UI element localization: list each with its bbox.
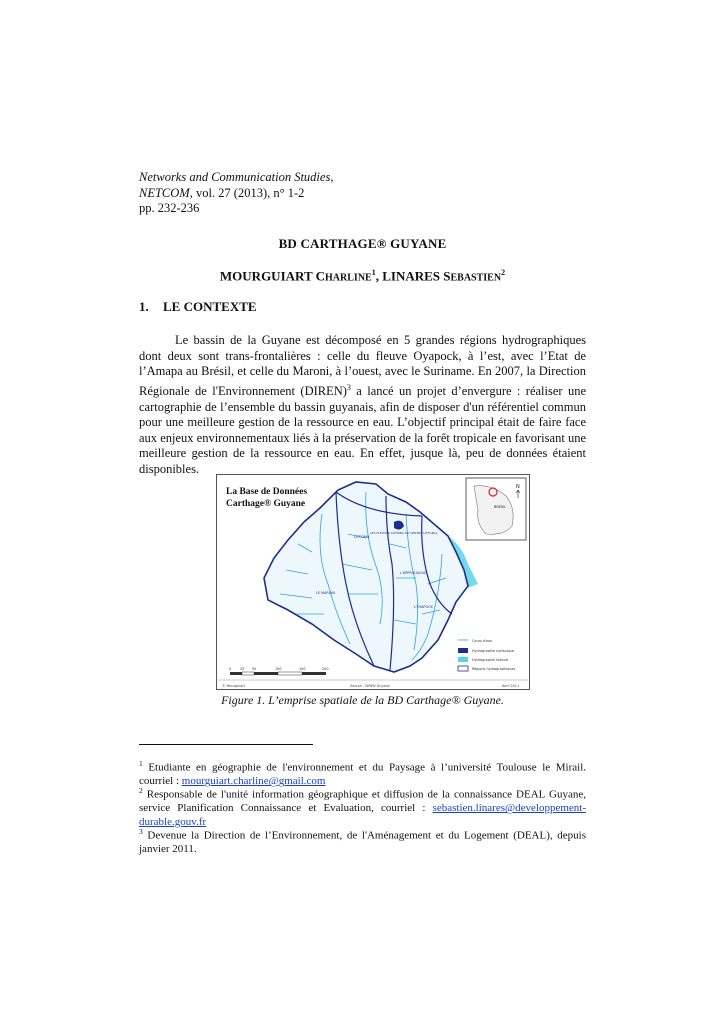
- footnote-1-email-link[interactable]: mourguiart.charline@gmail.com: [181, 775, 326, 788]
- scale-tick-150: 150: [299, 667, 306, 671]
- scale-tick-0: 0: [229, 667, 232, 671]
- map-footer-center: Source : DIREN Guyane: [350, 684, 390, 688]
- author2-first-rest: EBASTIEN: [450, 272, 502, 284]
- section-title: LE CONTEXTE: [163, 299, 257, 314]
- author2-last: LINARES: [382, 268, 444, 284]
- inset-label-bresil: BRÉSIL: [494, 505, 507, 509]
- scale-seg-2: [242, 672, 254, 675]
- paragraph-part2: a lancé un projet d’envergure : réaliser une cartographie de l’ensemble du bassin guyanais, afin de disposer d'un référentiel commun pour une meilleure gestion de la ressource en eau. L’objectif principal était de faire face aux enjeux environnementaux liés à la préservation de la forêt tropicale en favorisant une meilleure gestion de la ressource en eau. En effet, jusque là, peu de données étaient disponibles.: [139, 383, 586, 476]
- footnote-1-text: Etudiante en géographie de l'environnement et du Paysage à l’université Toulouse le Mirail. courriel :: [139, 761, 586, 788]
- region-label-centre: LES FLEUVES CÔTIERS DU CENTRE LITTORAL: [370, 531, 438, 535]
- journal-volume-line: [139, 186, 333, 202]
- map-footer-right: Avril 2011: [502, 684, 520, 688]
- author-separator: ,: [375, 268, 383, 284]
- scale-seg-3: [254, 672, 278, 675]
- scale-seg-1: [230, 672, 242, 675]
- author1-first-initial: C: [315, 268, 326, 284]
- map-title-line1: La Base de Données: [226, 487, 308, 497]
- author1-note: 1: [371, 268, 376, 277]
- authors-line: [0, 268, 725, 284]
- footnote-3: [139, 825, 586, 857]
- paragraph-part1: Le bassin de la Guyane est décomposé en 5 grandes régions hydrographiques dont deux sont trans-frontalières : celle du fleuve Oyapock, à l’est, avec l’Etat de l’Amapa au Brésil, et celle du Maroni, à l’ouest, avec le Suriname. En 2007, la Direction Régionale de l'Environnement (DIREN): [139, 333, 586, 398]
- scale-tick-200: 200: [322, 667, 329, 671]
- section-number: 1.: [139, 299, 149, 314]
- scale-tick-25: 25: [240, 667, 245, 671]
- journal-name: Networks and Communication Studies,: [139, 170, 334, 184]
- body-paragraph: [139, 333, 586, 478]
- figure-caption: Figure 1. L’emprise spatiale de la BD Carthage® Guyane.: [221, 693, 504, 707]
- footnote-2: [139, 784, 586, 829]
- footnote-3-mark: 3: [139, 827, 143, 836]
- author1-last: MOURGUIART: [219, 268, 316, 284]
- legend-label-regions: Régions hydrographiques: [472, 667, 516, 671]
- volume-info: , vol. 27 (2013), n° 1-2: [189, 185, 305, 200]
- legend-label-texture: Hydrographie texture: [472, 658, 509, 662]
- inset-map: [466, 478, 526, 540]
- legend-swatch-surface: [458, 648, 468, 653]
- journal-abbr: NETCOM: [139, 185, 190, 200]
- figure-map: [216, 474, 530, 690]
- journal-header: [139, 170, 333, 217]
- paper-title: BD CARTHAGE® GUYANE: [278, 236, 447, 251]
- region-label-maroni: LE MARONI: [316, 591, 335, 595]
- footnote-2-mark: 2: [139, 786, 143, 795]
- section-heading: [139, 299, 257, 315]
- map-title-line2: Carthage® Guyane: [226, 499, 306, 509]
- scale-seg-4: [278, 672, 302, 675]
- footnote-2-text: Responsable de l'unité information géographique et diffusion de la connaissance DEAL Guyane, service Planification Connaissance et Evaluation, courriel :: [139, 788, 586, 815]
- north-arrow-label: N: [516, 484, 520, 490]
- region-label-approuague: L'APPROUAGUE: [400, 571, 427, 575]
- map-footer-left: © Mourguiart: [222, 684, 245, 688]
- scale-tick-50: 50: [252, 667, 257, 671]
- region-label-littoral: LITTORAL: [354, 535, 371, 539]
- map-svg: [216, 474, 530, 690]
- footnote-3-text: Devenue la Direction de l’Environnement, de l'Aménagement et du Logement (DEAL), depuis janvier 2011.: [139, 829, 586, 856]
- footnote-rule: [139, 744, 313, 745]
- author2-first-initial: S: [443, 268, 451, 284]
- scale-tick-100: 100: [275, 667, 282, 671]
- author2-note: 2: [501, 268, 506, 277]
- legend-label-rivers: Cours d'eau: [472, 639, 493, 643]
- footnote-2-email-link[interactable]: sebastien.linares@developpement-durable.gouv.fr: [139, 802, 586, 828]
- legend-swatch-regions: [458, 666, 468, 671]
- page-range: pp. 232-236: [139, 201, 200, 215]
- footnote-1-mark: 1: [139, 759, 143, 768]
- legend-label-surface: Hydrographie surfacique: [472, 649, 514, 653]
- paragraph-note-ref: 3: [346, 382, 351, 392]
- legend-swatch-texture: [458, 657, 468, 662]
- author1-first-rest: HARLINE: [325, 272, 372, 284]
- scale-seg-5: [302, 672, 326, 675]
- region-label-oyapock: L'OYAPOCK: [414, 605, 433, 609]
